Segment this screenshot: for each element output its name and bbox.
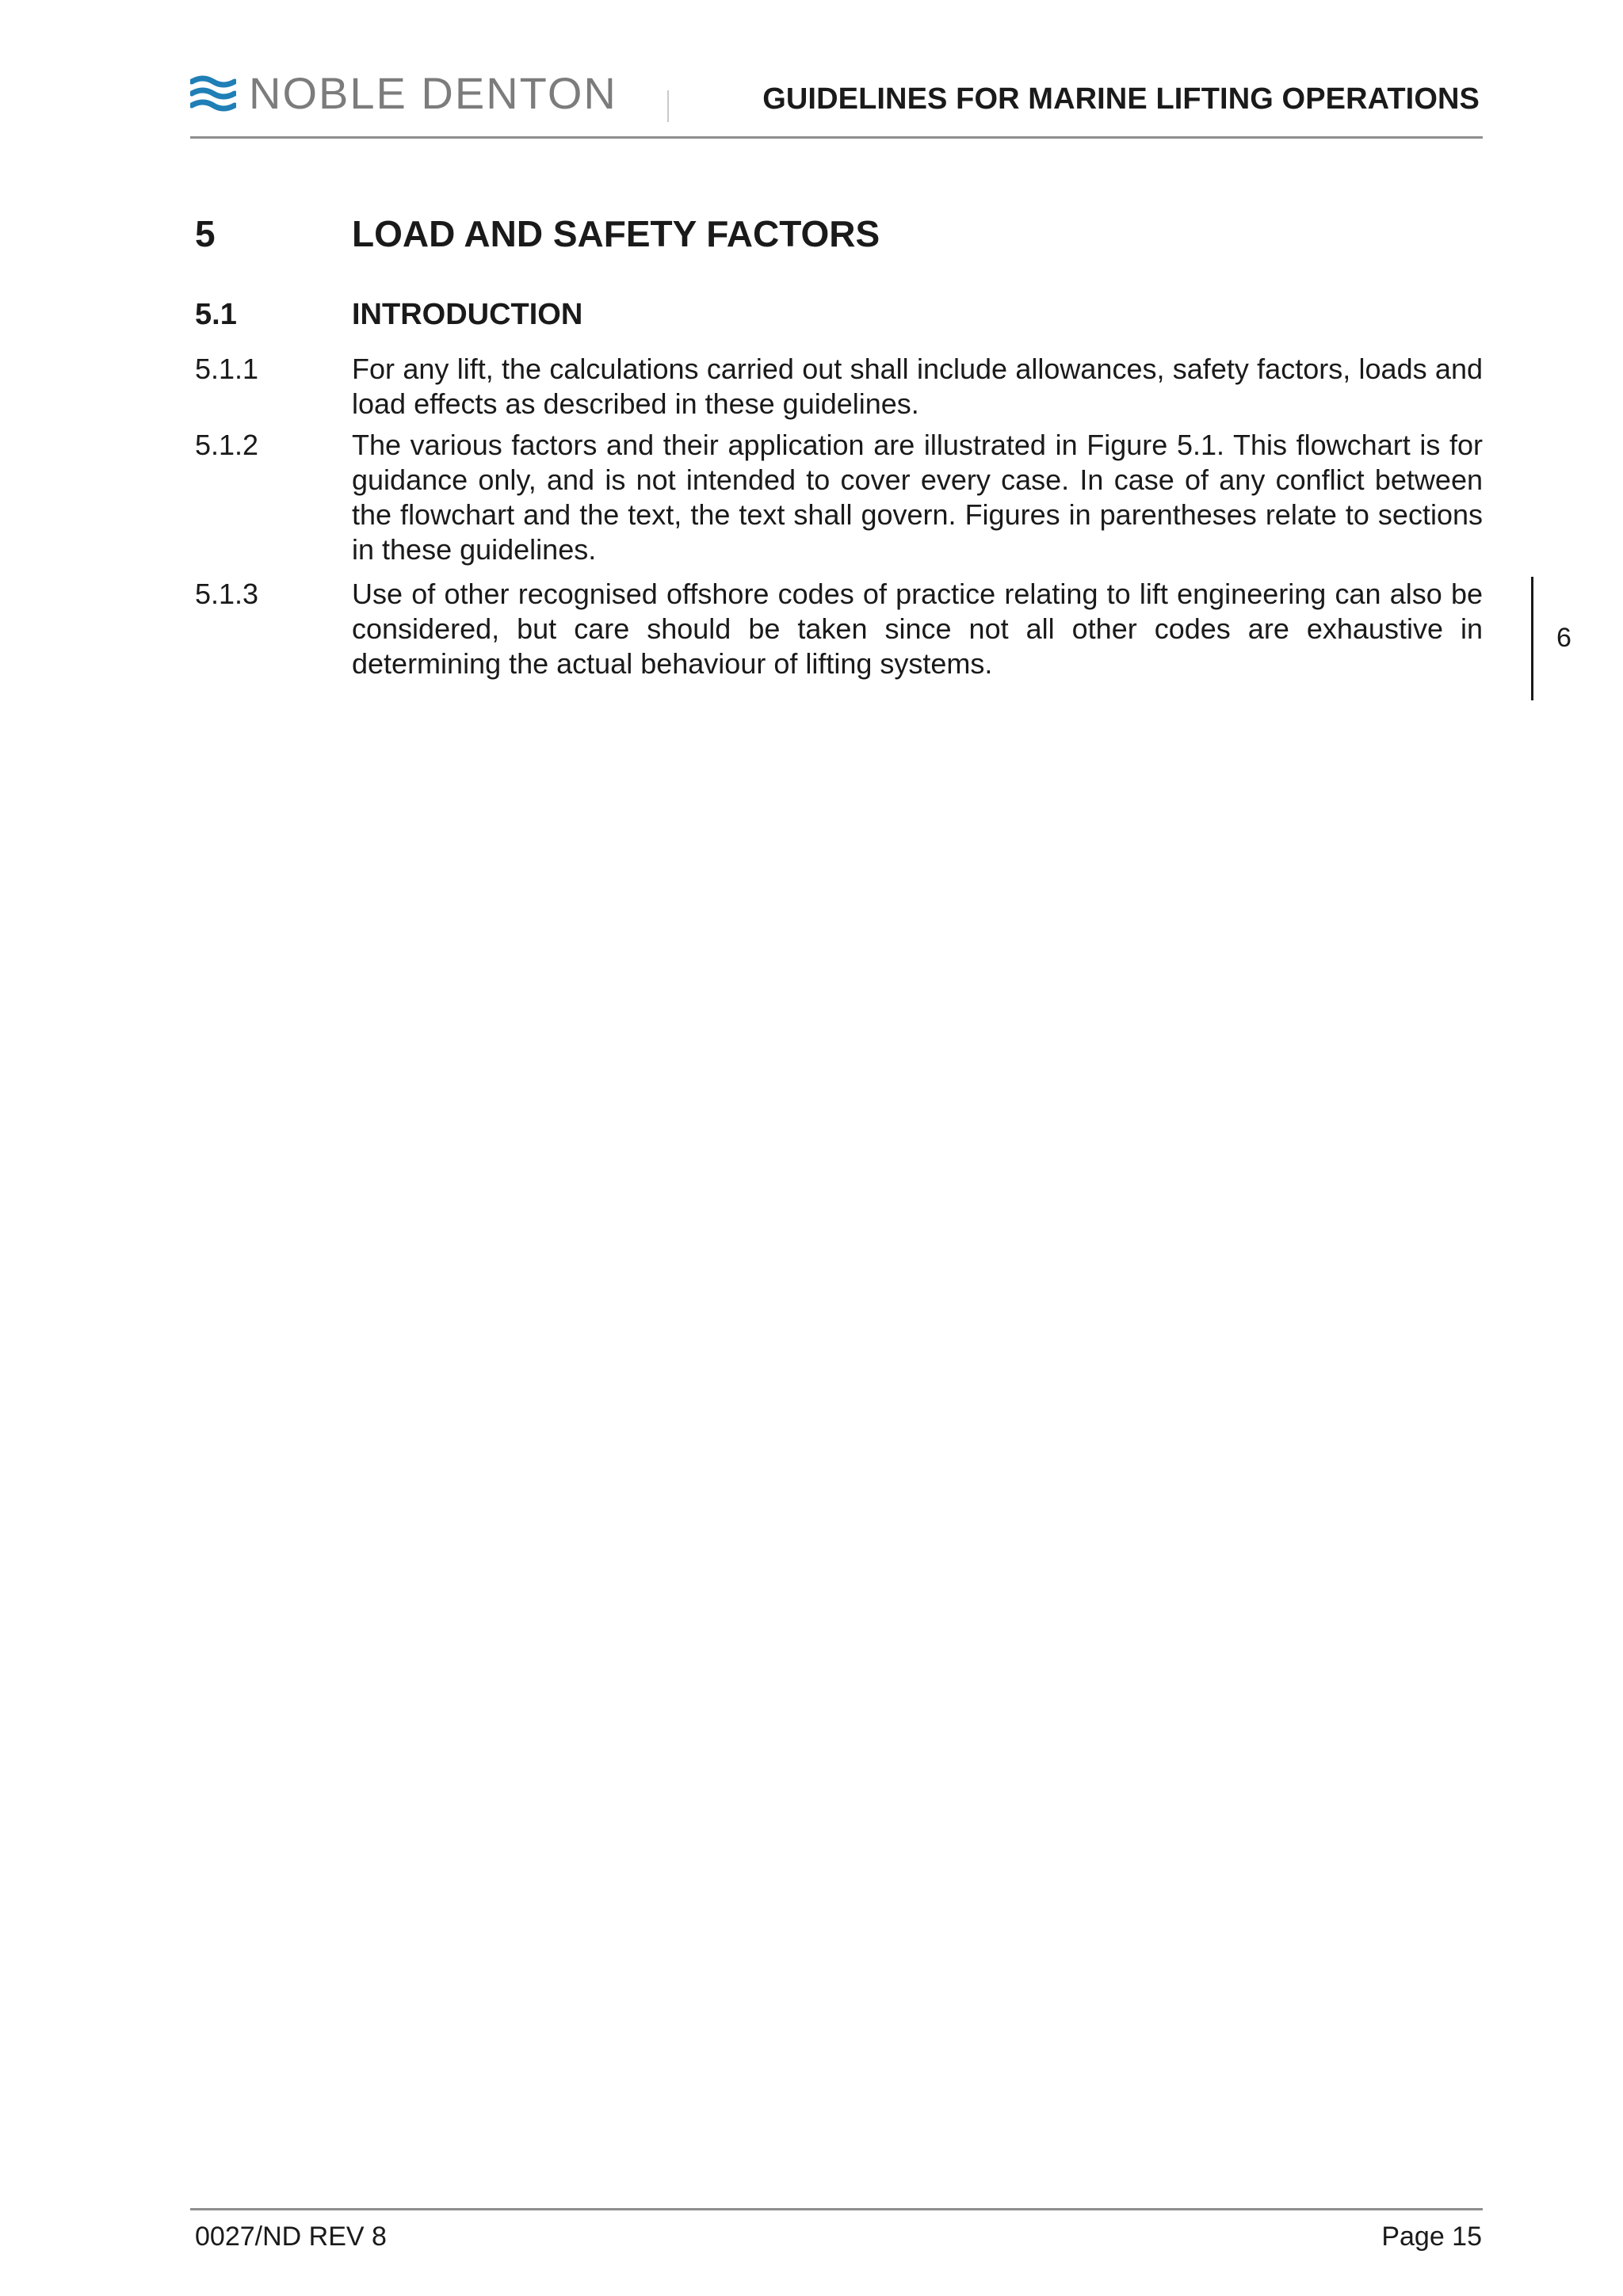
paragraph-text: Use of other recognised offshore codes of practice relating to lift engineering can also be considered, but care should be taken since not all other codes are exhaustive in determining the actual behaviour of lifting systems. — [352, 578, 1483, 680]
subsection-number: 5.1 — [195, 298, 237, 331]
section-heading — [195, 212, 880, 255]
paragraph-number: 5.1.1 — [195, 353, 259, 385]
paragraph-number: 5.1.3 — [195, 578, 259, 610]
section-title: LOAD AND SAFETY FACTORS — [352, 213, 880, 254]
section-number: 5 — [195, 213, 216, 254]
paragraph-text: The various factors and their application are illustrated in Figure 5.1. This flowchart is for guidance only, and is not intended to cover every case. In case of any conflict between the flowchart and the text, the text shall govern. Figures in parentheses relate to sections in these guidelines. — [352, 429, 1483, 566]
wave-logo-icon — [190, 74, 236, 113]
paragraph-number: 5.1.2 — [195, 429, 259, 461]
page-number: Page 15 — [1381, 2222, 1482, 2252]
subsection-heading — [195, 298, 582, 332]
paragraph — [195, 428, 1483, 567]
footer-divider — [190, 2208, 1483, 2210]
noble-denton-logo — [190, 70, 617, 117]
document-reference: 0027/ND REV 8 — [195, 2222, 387, 2252]
revision-change-bar — [1531, 577, 1533, 700]
logo-text: NOBLE DENTON — [249, 68, 617, 118]
paragraph — [195, 352, 1483, 421]
subsection-title: INTRODUCTION — [352, 298, 583, 331]
paragraph-text: For any lift, the calculations carried out shall include allowances, safety factors, loads and load effects as described in these guidelines. — [352, 353, 1483, 420]
header-separator — [667, 90, 669, 122]
page-header — [190, 67, 1483, 139]
document-title: GUIDELINES FOR MARINE LIFTING OPERATIONS — [762, 82, 1480, 116]
revision-number: 6 — [1556, 623, 1571, 653]
paragraph — [195, 577, 1483, 681]
